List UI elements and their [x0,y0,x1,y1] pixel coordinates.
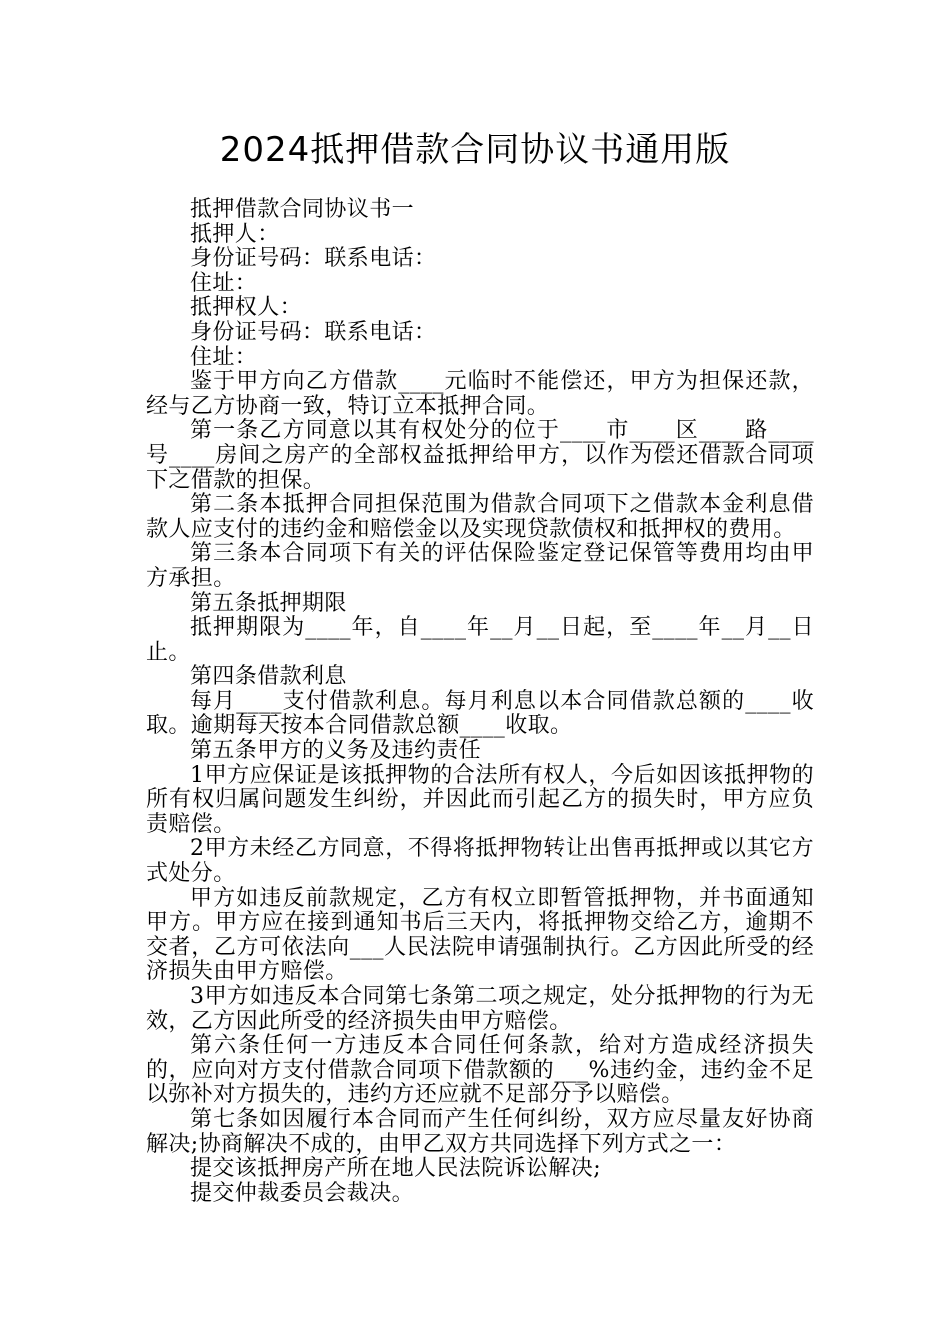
paragraph-obligations-heading: 第五条甲方的义务及违约责任 [190,738,482,764]
paragraph-term: 抵押期限为____年，自____年__月__日起，至____年__月__日止。 [146,615,814,665]
paragraph-article-3: 第三条本合同项下有关的评估保险鉴定登记保管等费用均由甲方承担。 [146,541,814,591]
paragraph-mortgagor: 抵押人： [190,221,280,247]
paragraph-mortgagor-address: 住址： [190,270,258,296]
paragraph-obligation-3: 3甲方如违反本合同第七条第二项之规定，处分抵押物的行为无效，乙方因此所受的经济损失由甲方赔偿。 [146,984,814,1034]
paragraph-interest: 每月____支付借款利息。每月利息以本合同借款总额的____收取。逾期每天按本合同借款总额____收取。 [146,688,814,739]
paragraph-option-arbitration: 提交仲裁委员会裁决。 [190,1180,415,1206]
paragraph-mortgagee: 抵押权人： [190,295,303,321]
document-body [146,198,814,1206]
paragraph-interest-heading: 第四条借款利息 [190,664,347,690]
paragraph-preamble: 鉴于甲方向乙方借款____元临时不能偿还，甲方为担保还款，经与乙方协商一致，特订立本抵押合同。 [146,369,814,419]
paragraph-article-1: 第一条乙方同意以其有权处分的位于____市____区____路____号____房间之房产的全部权益抵押给甲方，以作为偿还借款合同项下之借款的担保。 [146,418,814,493]
paragraph-mortgagor-id-phone: 身份证号码：联系电话： [190,246,437,272]
paragraph-article-2: 第二条本抵押合同担保范围为借款合同项下之借款本金利息借款人应支付的违约金和赔偿金以及实现贷款债权和抵押权的费用。 [146,492,814,542]
paragraph-option-court: 提交该抵押房产所在地人民法院诉讼解决; [190,1156,602,1182]
paragraph-obligation-1: 1甲方应保证是该抵押物的合法所有权人，今后如因该抵押物的所有权归属问题发生纠纷，并因此而引起乙方的损失时，甲方应负责赔偿。 [146,762,814,837]
paragraph-term-heading: 第五条抵押期限 [190,590,347,616]
paragraph-mortgagee-address: 住址： [190,344,258,370]
paragraph-article-7: 第七条如因履行本合同而产生任何纠纷，双方应尽量友好协商解决;协商解决不成的，由甲乙双方共同选择下列方式之一： [146,1106,814,1157]
paragraph-obligation-2-breach: 甲方如违反前款规定，乙方有权立即暂管抵押物，并书面通知甲方。甲方应在接到通知书后三天内，将抵押物交给乙方，逾期不交者，乙方可依法向___人民法院申请强制执行。乙方因此所受的经济损失由甲方赔偿。 [146,885,814,985]
paragraph-article-6: 第六条任何一方违反本合同任何条款，给对方造成经济损失的，应向对方支付借款合同项下借款额的___%违约金，违约金不足以弥补对方损失的，违约方还应就不足部分予以赔偿。 [146,1033,814,1108]
paragraph-mortgagee-id-phone: 身份证号码：联系电话： [190,319,437,345]
paragraph-heading: 抵押借款合同协议书一 [190,197,415,222]
paragraph-obligation-2: 2甲方未经乙方同意，不得将抵押物转让出售再抵押或以其它方式处分。 [146,836,814,887]
document-title: 2024抵押借款合同协议书通用版 [219,130,731,170]
